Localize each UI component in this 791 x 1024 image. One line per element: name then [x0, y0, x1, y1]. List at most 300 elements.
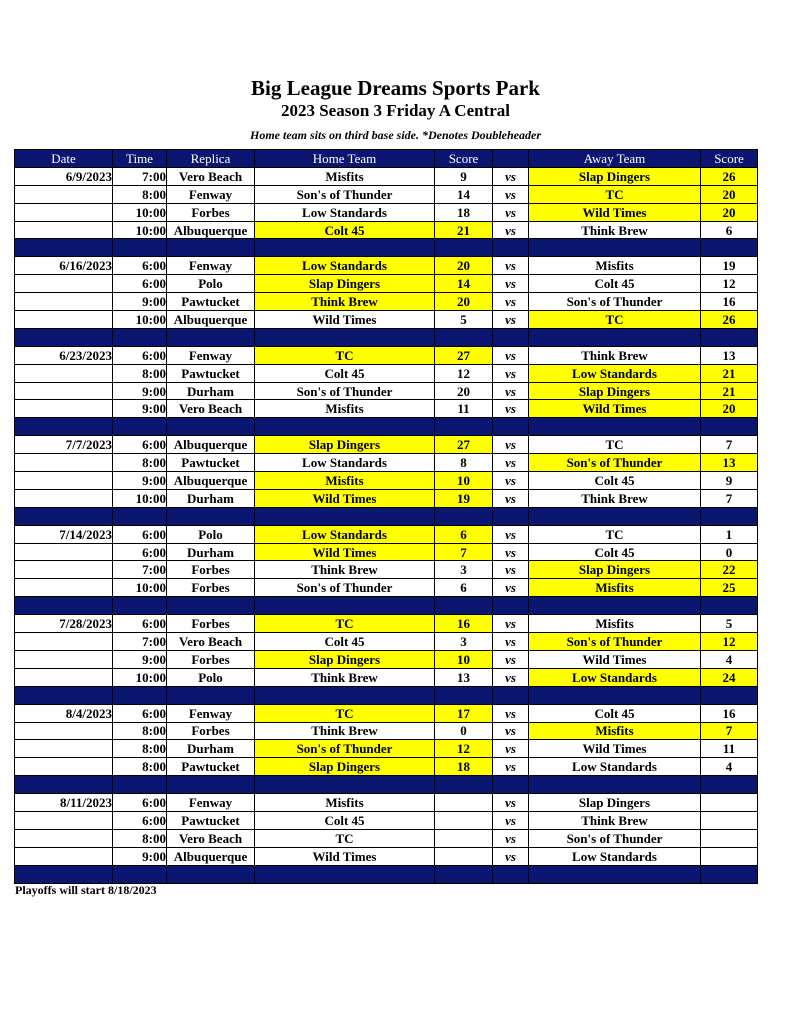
game-time: 10:00 — [113, 489, 167, 507]
game-row — [15, 811, 758, 829]
away-team: Think Brew — [529, 346, 701, 364]
schedule-body — [15, 167, 758, 883]
game-date — [15, 293, 113, 311]
game-replica-field: Vero Beach — [167, 633, 255, 651]
separator-cell — [493, 507, 529, 525]
home-team: Wild Times — [255, 847, 435, 865]
game-time: 8:00 — [113, 364, 167, 382]
game-time: 6:00 — [113, 615, 167, 633]
game-replica-field: Pawtucket — [167, 454, 255, 472]
separator-cell — [15, 597, 113, 615]
separator-cell — [701, 507, 758, 525]
away-score: 4 — [701, 758, 758, 776]
game-row — [15, 382, 758, 400]
home-score: 21 — [435, 221, 493, 239]
home-score: 27 — [435, 346, 493, 364]
away-score: 25 — [701, 579, 758, 597]
separator-cell — [529, 328, 701, 346]
home-score: 18 — [435, 758, 493, 776]
vs-label: vs — [493, 668, 529, 686]
separator-cell — [435, 776, 493, 794]
game-replica-field: Albuquerque — [167, 847, 255, 865]
separator-cell — [113, 686, 167, 704]
separator-cell — [255, 328, 435, 346]
separator-cell — [167, 686, 255, 704]
home-score: 0 — [435, 722, 493, 740]
separator-cell — [701, 686, 758, 704]
away-score: 12 — [701, 275, 758, 293]
vs-label: vs — [493, 704, 529, 722]
game-row — [15, 346, 758, 364]
game-time: 8:00 — [113, 829, 167, 847]
game-time: 10:00 — [113, 668, 167, 686]
home-score — [435, 811, 493, 829]
game-row — [15, 257, 758, 275]
separator-cell — [255, 418, 435, 436]
home-team: Think Brew — [255, 722, 435, 740]
home-team: Wild Times — [255, 543, 435, 561]
game-replica-field: Durham — [167, 740, 255, 758]
home-team: Colt 45 — [255, 221, 435, 239]
away-score: 5 — [701, 615, 758, 633]
vs-label: vs — [493, 758, 529, 776]
away-team: Wild Times — [529, 650, 701, 668]
game-date — [15, 633, 113, 651]
game-date — [15, 275, 113, 293]
vs-label: vs — [493, 257, 529, 275]
game-row — [15, 794, 758, 812]
schedule-table — [14, 149, 758, 884]
home-score: 6 — [435, 525, 493, 543]
separator-cell — [113, 328, 167, 346]
vs-label: vs — [493, 615, 529, 633]
away-team: Slap Dingers — [529, 561, 701, 579]
away-score: 7 — [701, 489, 758, 507]
separator-cell — [15, 328, 113, 346]
away-score: 22 — [701, 561, 758, 579]
game-row — [15, 472, 758, 490]
away-team: Misfits — [529, 722, 701, 740]
game-row — [15, 543, 758, 561]
vs-label: vs — [493, 221, 529, 239]
header-home-team: Home Team — [255, 150, 435, 168]
game-date — [15, 811, 113, 829]
game-replica-field: Albuquerque — [167, 221, 255, 239]
away-team: Colt 45 — [529, 472, 701, 490]
away-score: 20 — [701, 203, 758, 221]
game-replica-field: Vero Beach — [167, 167, 255, 185]
away-team: TC — [529, 311, 701, 329]
home-team: Misfits — [255, 472, 435, 490]
away-team: Misfits — [529, 257, 701, 275]
away-team: Colt 45 — [529, 704, 701, 722]
game-time: 9:00 — [113, 400, 167, 418]
home-team: Misfits — [255, 167, 435, 185]
game-date — [15, 454, 113, 472]
game-replica-field: Vero Beach — [167, 829, 255, 847]
game-replica-field: Fenway — [167, 794, 255, 812]
game-row — [15, 400, 758, 418]
away-team: Slap Dingers — [529, 382, 701, 400]
away-team: Son's of Thunder — [529, 829, 701, 847]
home-team: TC — [255, 346, 435, 364]
home-score: 19 — [435, 489, 493, 507]
home-score: 18 — [435, 203, 493, 221]
game-date — [15, 311, 113, 329]
away-score — [701, 811, 758, 829]
vs-label: vs — [493, 436, 529, 454]
game-replica-field: Fenway — [167, 185, 255, 203]
away-team: Wild Times — [529, 400, 701, 418]
game-row — [15, 275, 758, 293]
home-score: 10 — [435, 650, 493, 668]
away-team: Son's of Thunder — [529, 633, 701, 651]
home-team: Colt 45 — [255, 364, 435, 382]
home-score: 3 — [435, 561, 493, 579]
home-score — [435, 847, 493, 865]
separator-cell — [113, 418, 167, 436]
vs-label: vs — [493, 364, 529, 382]
game-time: 10:00 — [113, 579, 167, 597]
separator-cell — [255, 597, 435, 615]
week-separator — [15, 597, 758, 615]
separator-cell — [15, 239, 113, 257]
game-row — [15, 311, 758, 329]
vs-label: vs — [493, 472, 529, 490]
game-time: 10:00 — [113, 221, 167, 239]
game-replica-field: Polo — [167, 668, 255, 686]
game-date — [15, 472, 113, 490]
game-replica-field: Polo — [167, 275, 255, 293]
game-row — [15, 561, 758, 579]
home-score: 12 — [435, 364, 493, 382]
away-team: Low Standards — [529, 668, 701, 686]
separator-cell — [15, 865, 113, 883]
game-date: 8/4/2023 — [15, 704, 113, 722]
game-replica-field: Albuquerque — [167, 436, 255, 454]
vs-label: vs — [493, 794, 529, 812]
separator-cell — [167, 239, 255, 257]
home-score: 9 — [435, 167, 493, 185]
away-team: Son's of Thunder — [529, 454, 701, 472]
home-team: Think Brew — [255, 293, 435, 311]
header-away-score: Score — [701, 150, 758, 168]
vs-label: vs — [493, 650, 529, 668]
away-score: 26 — [701, 167, 758, 185]
home-team: Wild Times — [255, 489, 435, 507]
page-subtitle: 2023 Season 3 Friday A Central — [280, 101, 511, 120]
separator-cell — [255, 686, 435, 704]
away-score: 7 — [701, 722, 758, 740]
separator-cell — [113, 776, 167, 794]
home-team: Low Standards — [255, 525, 435, 543]
game-time: 6:00 — [113, 346, 167, 364]
vs-label: vs — [493, 275, 529, 293]
game-date — [15, 221, 113, 239]
game-replica-field: Pawtucket — [167, 758, 255, 776]
game-replica-field: Durham — [167, 382, 255, 400]
away-score — [701, 794, 758, 812]
away-score: 1 — [701, 525, 758, 543]
vs-label: vs — [493, 633, 529, 651]
game-row — [15, 847, 758, 865]
separator-cell — [255, 776, 435, 794]
game-date — [15, 668, 113, 686]
separator-cell — [255, 507, 435, 525]
game-row — [15, 650, 758, 668]
game-row — [15, 615, 758, 633]
separator-cell — [167, 865, 255, 883]
away-score: 13 — [701, 454, 758, 472]
game-replica-field: Forbes — [167, 650, 255, 668]
away-team: TC — [529, 185, 701, 203]
away-team: Wild Times — [529, 203, 701, 221]
header-date: Date — [15, 150, 113, 168]
away-team: Slap Dingers — [529, 794, 701, 812]
separator-cell — [435, 239, 493, 257]
home-score: 5 — [435, 311, 493, 329]
home-team: TC — [255, 704, 435, 722]
game-time: 6:00 — [113, 257, 167, 275]
away-team: Think Brew — [529, 811, 701, 829]
vs-label: vs — [493, 561, 529, 579]
away-team: Low Standards — [529, 758, 701, 776]
game-date — [15, 722, 113, 740]
home-team: Slap Dingers — [255, 758, 435, 776]
home-team: Colt 45 — [255, 811, 435, 829]
vs-label: vs — [493, 722, 529, 740]
away-score: 21 — [701, 364, 758, 382]
home-score — [435, 829, 493, 847]
separator-cell — [529, 865, 701, 883]
home-score: 7 — [435, 543, 493, 561]
away-team: Wild Times — [529, 740, 701, 758]
game-date — [15, 543, 113, 561]
game-replica-field: Durham — [167, 543, 255, 561]
home-score: 11 — [435, 400, 493, 418]
game-replica-field: Durham — [167, 489, 255, 507]
away-team: TC — [529, 525, 701, 543]
game-time: 10:00 — [113, 203, 167, 221]
game-replica-field: Fenway — [167, 257, 255, 275]
game-date — [15, 758, 113, 776]
game-time: 8:00 — [113, 758, 167, 776]
game-row — [15, 704, 758, 722]
home-score: 10 — [435, 472, 493, 490]
separator-cell — [255, 239, 435, 257]
vs-label: vs — [493, 811, 529, 829]
game-time: 6:00 — [113, 436, 167, 454]
game-row — [15, 203, 758, 221]
game-replica-field: Forbes — [167, 579, 255, 597]
separator-cell — [529, 418, 701, 436]
home-team: Think Brew — [255, 668, 435, 686]
separator-cell — [435, 865, 493, 883]
away-team: TC — [529, 436, 701, 454]
game-row — [15, 364, 758, 382]
away-score: 4 — [701, 650, 758, 668]
game-row — [15, 579, 758, 597]
away-score: 20 — [701, 400, 758, 418]
game-replica-field: Fenway — [167, 704, 255, 722]
separator-cell — [701, 597, 758, 615]
home-team: TC — [255, 829, 435, 847]
vs-label: vs — [493, 293, 529, 311]
game-replica-field: Forbes — [167, 203, 255, 221]
vs-label: vs — [493, 346, 529, 364]
separator-cell — [435, 418, 493, 436]
separator-cell — [493, 239, 529, 257]
game-row — [15, 221, 758, 239]
away-score: 11 — [701, 740, 758, 758]
home-score: 20 — [435, 257, 493, 275]
game-date — [15, 489, 113, 507]
week-separator — [15, 865, 758, 883]
separator-cell — [493, 686, 529, 704]
game-date — [15, 364, 113, 382]
game-row — [15, 740, 758, 758]
game-date: 6/9/2023 — [15, 167, 113, 185]
vs-label: vs — [493, 525, 529, 543]
header-replica: Replica — [167, 150, 255, 168]
game-replica-field: Albuquerque — [167, 311, 255, 329]
vs-label: vs — [493, 382, 529, 400]
vs-label: vs — [493, 847, 529, 865]
header-time: Time — [113, 150, 167, 168]
separator-cell — [701, 865, 758, 883]
game-time: 7:00 — [113, 561, 167, 579]
game-replica-field: Forbes — [167, 561, 255, 579]
home-team: TC — [255, 615, 435, 633]
game-time: 6:00 — [113, 275, 167, 293]
week-separator — [15, 239, 758, 257]
home-team: Think Brew — [255, 561, 435, 579]
away-score: 20 — [701, 185, 758, 203]
vs-label: vs — [493, 454, 529, 472]
home-team: Low Standards — [255, 454, 435, 472]
game-time: 6:00 — [113, 811, 167, 829]
separator-cell — [15, 507, 113, 525]
game-row — [15, 436, 758, 454]
game-date — [15, 400, 113, 418]
home-score: 6 — [435, 579, 493, 597]
away-score: 12 — [701, 633, 758, 651]
separator-cell — [15, 776, 113, 794]
separator-cell — [167, 507, 255, 525]
header-row — [15, 150, 758, 168]
week-separator — [15, 507, 758, 525]
game-replica-field: Forbes — [167, 722, 255, 740]
playoffs-note: Playoffs will start 8/18/2023 — [15, 883, 157, 897]
game-time: 9:00 — [113, 293, 167, 311]
game-row — [15, 633, 758, 651]
home-team: Colt 45 — [255, 633, 435, 651]
game-row — [15, 525, 758, 543]
home-score: 14 — [435, 275, 493, 293]
away-team: Son's of Thunder — [529, 293, 701, 311]
separator-cell — [701, 418, 758, 436]
game-date: 8/11/2023 — [15, 794, 113, 812]
away-score — [701, 847, 758, 865]
separator-cell — [113, 865, 167, 883]
game-time: 8:00 — [113, 740, 167, 758]
game-time: 8:00 — [113, 454, 167, 472]
vs-label: vs — [493, 489, 529, 507]
separator-cell — [701, 776, 758, 794]
away-score: 7 — [701, 436, 758, 454]
away-score: 24 — [701, 668, 758, 686]
game-replica-field: Polo — [167, 525, 255, 543]
home-team: Son's of Thunder — [255, 740, 435, 758]
separator-cell — [493, 865, 529, 883]
separator-cell — [701, 239, 758, 257]
game-replica-field: Pawtucket — [167, 811, 255, 829]
game-time: 6:00 — [113, 525, 167, 543]
away-team: Colt 45 — [529, 275, 701, 293]
separator-cell — [493, 328, 529, 346]
game-date: 6/16/2023 — [15, 257, 113, 275]
vs-label: vs — [493, 400, 529, 418]
game-row — [15, 185, 758, 203]
home-team: Misfits — [255, 400, 435, 418]
home-score: 12 — [435, 740, 493, 758]
home-team: Slap Dingers — [255, 436, 435, 454]
game-time: 8:00 — [113, 722, 167, 740]
vs-label: vs — [493, 167, 529, 185]
separator-cell — [167, 328, 255, 346]
game-time: 9:00 — [113, 650, 167, 668]
page-title: Big League Dreams Sports Park — [251, 76, 540, 100]
week-separator — [15, 418, 758, 436]
game-row — [15, 293, 758, 311]
game-date — [15, 561, 113, 579]
home-score: 8 — [435, 454, 493, 472]
away-score: 13 — [701, 346, 758, 364]
vs-label: vs — [493, 311, 529, 329]
vs-label: vs — [493, 740, 529, 758]
away-score: 26 — [701, 311, 758, 329]
game-date — [15, 847, 113, 865]
home-team: Low Standards — [255, 203, 435, 221]
home-team: Slap Dingers — [255, 275, 435, 293]
game-time: 9:00 — [113, 847, 167, 865]
away-score: 16 — [701, 293, 758, 311]
week-separator — [15, 328, 758, 346]
away-team: Colt 45 — [529, 543, 701, 561]
separator-cell — [493, 418, 529, 436]
game-row — [15, 829, 758, 847]
game-row — [15, 167, 758, 185]
separator-cell — [529, 239, 701, 257]
game-date — [15, 382, 113, 400]
separator-cell — [15, 686, 113, 704]
vs-label: vs — [493, 579, 529, 597]
separator-cell — [529, 597, 701, 615]
away-score: 0 — [701, 543, 758, 561]
separator-cell — [493, 776, 529, 794]
home-team: Son's of Thunder — [255, 579, 435, 597]
away-team: Low Standards — [529, 847, 701, 865]
game-date: 7/28/2023 — [15, 615, 113, 633]
away-score — [701, 829, 758, 847]
week-separator — [15, 686, 758, 704]
page-note: Home team sits on third base side. *Denotes Doubleheader — [250, 128, 541, 142]
vs-label: vs — [493, 203, 529, 221]
away-score: 6 — [701, 221, 758, 239]
away-score: 21 — [701, 382, 758, 400]
separator-cell — [435, 686, 493, 704]
separator-cell — [529, 776, 701, 794]
